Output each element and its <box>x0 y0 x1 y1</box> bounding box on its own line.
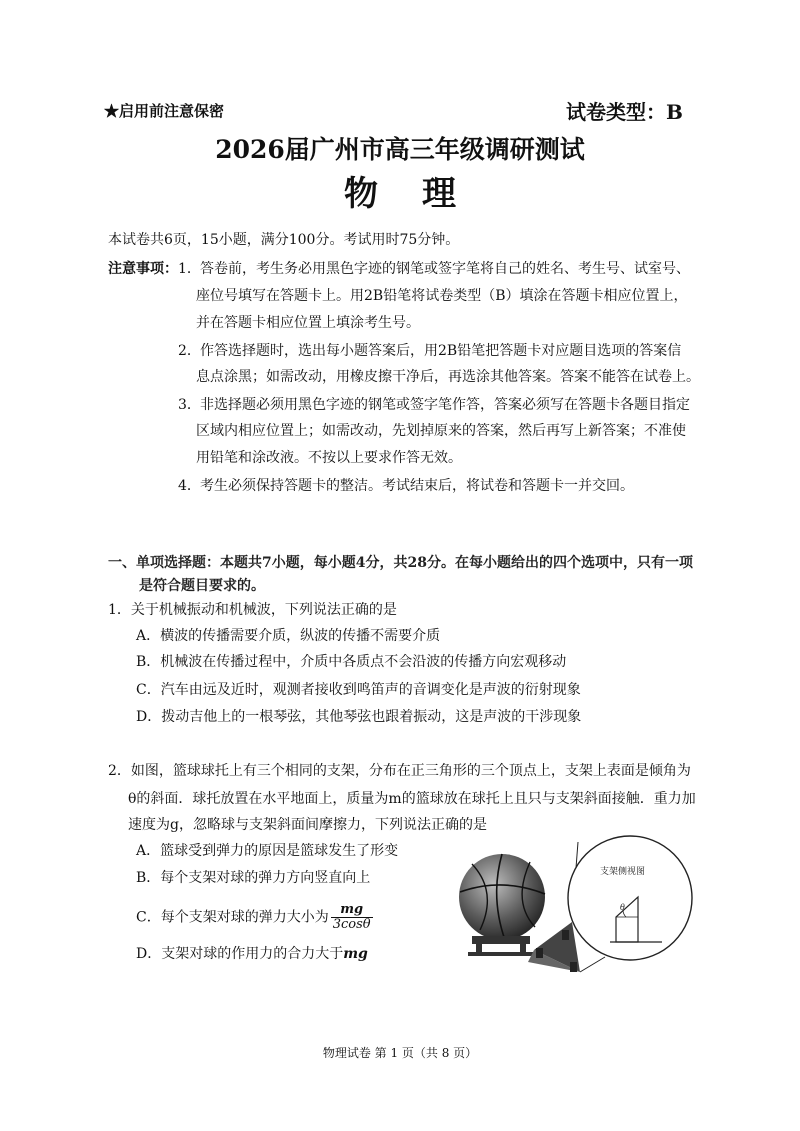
page-footer: 物理试卷 第 1 页（共 8 页） <box>322 1046 478 1060</box>
theta-label: θ <box>620 903 625 912</box>
q2-option-b: B．每个支架对球的弹力方向竖直向上 <box>136 870 371 886</box>
note-1-line-3: 并在答题卡相应位置上填涂考生号。 <box>196 315 420 331</box>
stand-base <box>528 922 580 972</box>
q1-option-a: A．横波的传播需要介质，纵波的传播不需要介质 <box>136 628 441 644</box>
section-1-heading: 一、单项选择题：本题共7小题，每小题4分，共28分。在每小题给出的四个选项中，只有一项 <box>108 555 693 571</box>
note-2-line-1: 作答选择题时，选出每小题答案后，用2B铅笔把答题卡对应题目选项的答案信 <box>200 343 682 359</box>
q1-option-c: C．汽车由远及近时，观测者接收到鸣笛声的音调变化是声波的衍射现象 <box>136 682 581 698</box>
q1-option-b: B．机械波在传播过程中，介质中各质点不会沿波的传播方向宏观移动 <box>136 654 567 670</box>
subject-title: 物理 <box>344 174 500 214</box>
confidential-notice: ★启用前注意保密 <box>104 102 225 120</box>
q2-stem-2: θ的斜面．球托放置在水平地面上，质量为m的篮球放在球托上且只与支架斜面接触．重力加 <box>128 791 696 807</box>
note-1-num: 1． <box>178 261 201 277</box>
exam-title: 2026届广州市高三年级调研测试 <box>215 135 585 164</box>
note-2-line-2: 息点涂黑；如需改动，用橡皮擦干净后，再选涂其他答案。答案不能答在试卷上。 <box>196 369 700 385</box>
side-view-label: 支架侧视图 <box>600 867 646 877</box>
note-4-num: 4． <box>178 478 201 494</box>
q2-option-d-mg: mg <box>343 946 368 962</box>
q1-stem: 1．关于机械振动和机械波，下列说法正确的是 <box>108 602 397 618</box>
q2-option-d <box>136 943 368 963</box>
fraction <box>331 903 373 932</box>
note-4-line-1: 考生必须保持答题卡的整洁。考试结束后，将试卷和答题卡一并交回。 <box>200 478 634 494</box>
q2-stem-3: 速度为g，忽略球与支架斜面间摩擦力，下列说法正确的是 <box>128 817 487 833</box>
callout-line <box>580 957 605 972</box>
ball-stand <box>468 936 534 956</box>
note-3-line-3: 用铅笔和涂改液。不按以上要求作答无效。 <box>196 450 462 466</box>
q2-option-d-text: D．支架对球的作用力的合力大于 <box>136 946 344 962</box>
note-2-num: 2． <box>178 343 201 359</box>
q1-option-d: D．拨动吉他上的一根琴弦，其他琴弦也跟着振动，这是声波的干涉现象 <box>136 709 582 725</box>
basketball <box>459 854 545 940</box>
paper-type: 试卷类型：B <box>566 100 683 124</box>
q2-option-c-text: C．每个支架对球的弹力大小为 <box>136 909 329 926</box>
note-3-num: 3． <box>178 397 201 413</box>
notes-label: 注意事项： <box>108 261 178 277</box>
q2-stem-1: 2．如图，篮球球托上有三个相同的支架，分布在正三角形的三个顶点上，支架上表面是倾角为 <box>108 763 691 779</box>
fraction-numerator: mg <box>331 903 373 918</box>
note-3-line-2: 区域内相应位置上；如需改动，先划掉原来的答案，然后再写上新答案；不准使 <box>196 423 686 439</box>
fraction-denominator: 3cosθ <box>332 917 371 932</box>
section-1-heading-cont: 是符合题目要求的。 <box>139 578 265 594</box>
exam-intro: 本试卷共6页，15小题，满分100分。考试用时75分钟。 <box>108 232 460 248</box>
note-1-line-1: 答卷前，考生务必用黑色字迹的钢笔或签字笔将自己的姓名、考生号、试室号、 <box>200 261 690 277</box>
q2-option-a: A．篮球受到弹力的原因是篮球发生了形变 <box>136 843 399 859</box>
q2-option-c <box>136 903 373 932</box>
note-3-line-1: 非选择题必须用黑色字迹的钢笔或签字笔作答，答案必须写在答题卡各题目指定 <box>200 397 690 413</box>
note-1-line-2: 座位号填写在答题卡上。用2B铅笔将试卷类型（B）填涂在答题卡相应位置上， <box>196 288 688 304</box>
basketball-figure <box>450 822 698 982</box>
